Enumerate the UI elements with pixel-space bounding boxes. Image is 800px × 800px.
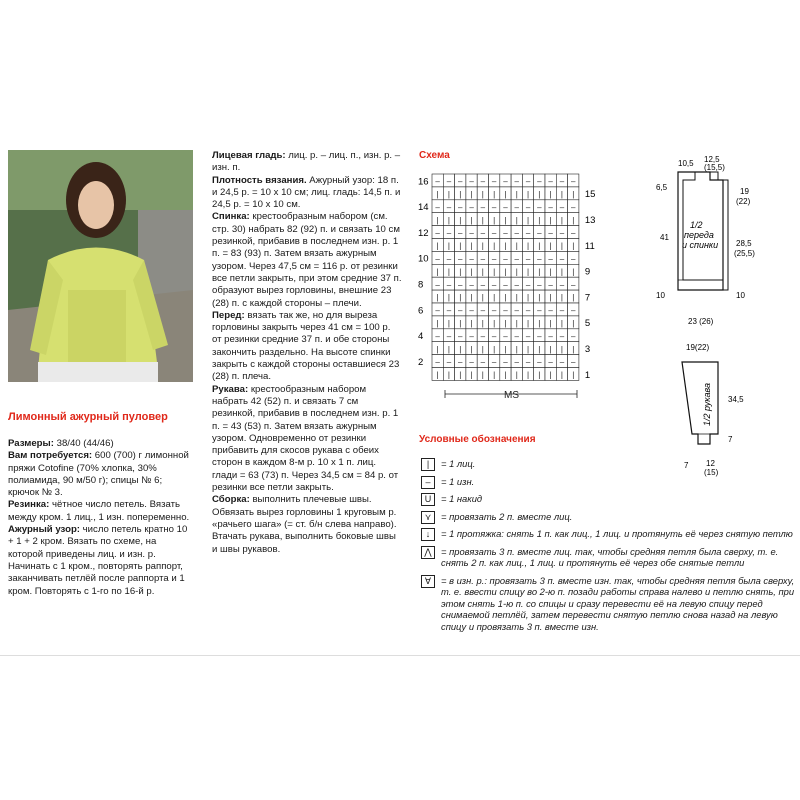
chart-cell-symbol: – — [469, 177, 474, 187]
chart-cell-symbol: | — [560, 293, 563, 303]
chart-cell-symbol: | — [527, 344, 530, 354]
chart-cell-symbol: – — [503, 280, 508, 290]
chart-cell-symbol: | — [549, 318, 552, 328]
chart-cell-symbol: | — [515, 293, 518, 303]
chart-cell-symbol: – — [491, 306, 497, 316]
chart-cell-symbol: – — [537, 357, 542, 367]
chart-cell-symbol: – — [514, 228, 519, 238]
chart-cell-symbol: – — [435, 280, 440, 290]
chart-cell-symbol: – — [525, 202, 531, 212]
sleeve-dim-top: 19(22) — [686, 343, 710, 352]
chart-cell-symbol: | — [470, 241, 473, 251]
chart-cell-symbol: – — [537, 306, 542, 316]
chart-cell-symbol: – — [571, 177, 576, 187]
chart-cell-symbol: | — [481, 215, 484, 225]
sleeve-dim-right-bottom: 7 — [728, 435, 733, 444]
chart-cell-symbol: – — [559, 177, 565, 187]
chart-cell-symbol: – — [571, 306, 576, 316]
chart-cell-symbol: | — [560, 370, 563, 380]
chart-cell-symbol: | — [436, 318, 439, 328]
chart-cell-symbol: | — [572, 215, 575, 225]
chart-cell-symbol: – — [435, 177, 440, 187]
chart-cell-symbol: – — [514, 177, 519, 187]
chart-cell-symbol: – — [559, 306, 565, 316]
chart-cell-symbol: – — [458, 280, 463, 290]
dim-left-side: 41 — [660, 233, 669, 242]
chart-cell-symbol: – — [435, 331, 440, 341]
chart-cell-symbol: | — [515, 241, 518, 251]
legend-symbol: ∀ — [421, 575, 435, 588]
chart-row-number: 5 — [584, 318, 591, 330]
chart-cell-symbol: – — [525, 331, 531, 341]
chart-cell-symbol: – — [525, 357, 531, 367]
paragraph-sleeves: Рукава: крестообразным набором набрать 42 (52) п. и связать 7 см резинкой, прибавив в последнем изн. р. 1 п. = 43 (53) п. Затем вязать ажурным узором. Одновременно от резинки прибавить для скосов рукава с обеих сторон в каждом 8-м р. 10 х 1 п. лиц. глади = 63 (73) п. Через 34,5 см = 84 р. от резинки все петли закрыть. — [212, 383, 399, 494]
chart-cell-symbol: – — [537, 202, 542, 212]
chart-row-number: 15 — [584, 189, 596, 201]
sleeve-dim-right: 34,5 — [728, 395, 744, 404]
paragraph-sizes: Размеры: 38/40 (44/46) — [8, 438, 114, 449]
chart-cell-symbol: – — [446, 280, 452, 290]
legend-item: ∀ = в изн. р.: провязать 3 п. вместе изн. так, чтобы средняя петля была сверху, т. е. ввести спицу во 2-ю п. позади работы справа налево и петлю снять, при этом снять 1-ю п. со спицы и сразу перевести её на левую спицу перед снимаемой петлёй, затем перевести снятую петлю снова назад на левую спицу и провязать 3 п. вместе изн. — [419, 575, 799, 633]
front-back-label-3: и спинки — [682, 240, 719, 250]
legend-symbol: U — [421, 493, 435, 506]
bottom-divider — [0, 655, 800, 656]
dim-right-top-1: 19 — [740, 187, 749, 196]
chart-cell-symbol: – — [525, 228, 531, 238]
knitting-chart — [416, 168, 606, 403]
chart-cell-symbol: | — [459, 344, 462, 354]
chart-cell-symbol: | — [447, 293, 450, 303]
chart-cell-symbol: – — [446, 254, 452, 264]
chart-cell-symbol: | — [470, 293, 473, 303]
chart-cell-symbol: – — [571, 331, 576, 341]
front-back-label-1: 1/2 — [690, 220, 703, 230]
chart-cell-symbol: | — [504, 267, 507, 277]
chart-cell-symbol: | — [481, 267, 484, 277]
dim-right-mid-2: (25,5) — [734, 249, 755, 258]
chart-cell-symbol: | — [504, 215, 507, 225]
chart-cell-symbol: | — [493, 293, 496, 303]
chart-cell-symbol: – — [458, 202, 463, 212]
chart-cell-symbol: | — [447, 267, 450, 277]
chart-cell-symbol: – — [435, 357, 440, 367]
chart-row-number: 7 — [584, 292, 591, 304]
chart-cell-symbol: – — [559, 228, 565, 238]
chart-cell-symbol: – — [548, 202, 553, 212]
chart-cell-symbol: | — [549, 189, 552, 199]
chart-cell-symbol: | — [493, 370, 496, 380]
chart-left-row-numbers — [418, 176, 429, 368]
chart-cell-symbol: – — [458, 331, 463, 341]
chart-cell-symbol: – — [503, 357, 508, 367]
chart-cell-symbol: – — [514, 280, 519, 290]
chart-cell-symbol: – — [559, 280, 565, 290]
chart-row-number: 13 — [584, 215, 596, 227]
chart-cell-symbol: | — [560, 318, 563, 328]
chart-cell-symbol: – — [435, 228, 440, 238]
sleeve-dim-bottom-2: (15) — [704, 468, 719, 477]
chart-row-number: 12 — [418, 227, 429, 239]
model-photo — [8, 150, 193, 382]
chart-cell-symbol: – — [458, 357, 463, 367]
chart-cell-symbol: | — [436, 215, 439, 225]
chart-cell-symbol: – — [514, 202, 519, 212]
chart-cell-symbol: – — [491, 228, 497, 238]
chart-cell-symbol: – — [480, 228, 486, 238]
chart-row-number: 4 — [418, 331, 424, 343]
chart-cell-symbol: | — [572, 189, 575, 199]
chart-cell-symbol: | — [459, 370, 462, 380]
chart-cell-symbol: | — [549, 370, 552, 380]
legend-symbol: | — [421, 458, 435, 471]
dim-top-left: 10,5 — [678, 159, 694, 168]
chart-cell-symbol: – — [503, 228, 508, 238]
chart-cell-symbol: – — [435, 202, 440, 212]
legend — [419, 458, 799, 638]
chart-cell-symbol: | — [538, 370, 541, 380]
chart-cell-symbol: – — [571, 228, 576, 238]
sleeve-dim-left-bottom: 7 — [684, 461, 689, 470]
chart-cell-symbol: | — [538, 189, 541, 199]
chart-cell-symbol: – — [469, 202, 474, 212]
chart-cell-symbol: | — [527, 215, 530, 225]
dim-right-top-2: (22) — [736, 197, 751, 206]
chart-cell-symbol: | — [470, 318, 473, 328]
chart-cell-symbol: – — [480, 306, 486, 316]
chart-cell-symbol: – — [446, 357, 452, 367]
chart-cell-symbol: | — [481, 241, 484, 251]
chart-cell-symbol: | — [549, 267, 552, 277]
chart-cell-symbol: | — [504, 293, 507, 303]
chart-cell-symbol: | — [436, 241, 439, 251]
chart-grid — [432, 174, 579, 380]
chart-row-number: 2 — [418, 356, 424, 368]
chart-cell-symbol: – — [537, 228, 542, 238]
chart-cell-symbol: – — [503, 254, 508, 264]
chart-cell-symbol: – — [480, 357, 486, 367]
chart-row-number: 8 — [418, 279, 424, 291]
chart-cell-symbol: | — [436, 267, 439, 277]
chart-cell-symbol: | — [481, 293, 484, 303]
chart-cell-symbol: | — [538, 241, 541, 251]
chart-cell-symbol: – — [559, 202, 565, 212]
chart-cell-symbol: – — [548, 357, 553, 367]
chart-cell-symbol: | — [572, 241, 575, 251]
chart-cell-symbol: | — [572, 344, 575, 354]
legend-symbol: – — [421, 476, 435, 489]
chart-cell-symbol: | — [459, 293, 462, 303]
chart-cell-symbol: – — [446, 202, 452, 212]
pattern-sleeve — [670, 338, 790, 478]
chart-cell-symbol: – — [480, 202, 486, 212]
chart-cell-symbol: – — [469, 228, 474, 238]
chart-cell-symbol: – — [458, 228, 463, 238]
chart-cell-symbol: – — [491, 177, 497, 187]
chart-cell-symbol: | — [493, 267, 496, 277]
chart-cell-symbol: – — [514, 306, 519, 316]
chart-cell-symbol: – — [458, 177, 463, 187]
chart-cell-symbol: | — [459, 189, 462, 199]
chart-cell-symbol: | — [538, 293, 541, 303]
chart-cell-symbol: | — [493, 318, 496, 328]
chart-row-number: 16 — [418, 176, 429, 188]
chart-cell-symbol: | — [515, 370, 518, 380]
chart-cell-symbol: | — [538, 318, 541, 328]
dim-right-mid-1: 28,5 — [736, 239, 752, 248]
chart-cell-symbol: | — [527, 189, 530, 199]
chart-row-number: 9 — [584, 266, 591, 278]
chart-cell-symbol: | — [504, 189, 507, 199]
chart-cell-symbol: – — [548, 306, 553, 316]
text-column-2 — [212, 150, 402, 556]
chart-cell-symbol: | — [470, 267, 473, 277]
chart-cell-symbol: | — [515, 318, 518, 328]
chart-cell-symbol: – — [548, 228, 553, 238]
chart-cell-symbol: | — [560, 344, 563, 354]
chart-cell-symbol: | — [459, 267, 462, 277]
chart-right-row-numbers — [585, 189, 596, 381]
chart-cell-symbol: | — [560, 241, 563, 251]
chart-cell-symbol: | — [527, 241, 530, 251]
chart-cell-symbol: – — [525, 177, 531, 187]
chart-cell-symbol: | — [515, 267, 518, 277]
chart-row-number: 11 — [584, 240, 595, 252]
chart-cell-symbol: | — [481, 344, 484, 354]
chart-cell-symbol: | — [493, 189, 496, 199]
chart-cell-symbol: – — [435, 306, 440, 316]
chart-cell-symbol: – — [491, 331, 497, 341]
chart-cell-symbol: | — [504, 370, 507, 380]
chart-row-number: 14 — [418, 202, 429, 214]
chart-cell-symbol: | — [459, 241, 462, 251]
schema-title: Схема — [419, 150, 450, 161]
chart-cell-symbol: | — [493, 241, 496, 251]
chart-cell-symbol: – — [469, 331, 474, 341]
chart-cell-symbol: | — [538, 344, 541, 354]
chart-cell-symbol: | — [515, 215, 518, 225]
dim-left-bottom: 10 — [656, 291, 665, 300]
chart-cell-symbol: – — [525, 280, 531, 290]
chart-cell-symbol: – — [571, 357, 576, 367]
dim-bottom-width: 23 (26) — [688, 317, 714, 326]
chart-cell-symbol: | — [549, 344, 552, 354]
chart-cell-symbol: | — [470, 189, 473, 199]
chart-cell-symbol: – — [469, 254, 474, 264]
legend-item: ⋀ = провязать 3 п. вместе лиц. так, чтобы средняя петля была сверху, т. е. снять 2 п. как лиц., 1 лиц. и протянуть её через обе снятые петли — [419, 546, 799, 569]
chart-cell-symbol: – — [571, 280, 576, 290]
dim-top-right-1: 12,5 — [704, 155, 720, 164]
chart-cell-symbol: | — [436, 344, 439, 354]
chart-cell-symbol: | — [504, 241, 507, 251]
dim-right-bottom: 10 — [736, 291, 745, 300]
chart-cell-symbol: | — [436, 293, 439, 303]
chart-cell-symbol: | — [572, 293, 575, 303]
chart-cell-symbol: | — [572, 318, 575, 328]
chart-cell-symbol: – — [537, 177, 542, 187]
chart-cell-symbol: – — [525, 254, 531, 264]
chart-cell-symbol: | — [459, 215, 462, 225]
sleeve-shape — [682, 362, 718, 444]
paragraph-assembly: Сборка: выполнить плечевые швы. Обвязать вырез горловины 1 круговым р. «рачьего шага» (= ст. б/н слева направо). Втачать рукава, выполнить боковые швы и швы рукавов. — [212, 494, 397, 555]
chart-cell-symbol: | — [549, 241, 552, 251]
chart-cell-symbol: | — [470, 344, 473, 354]
chart-cell-symbol: | — [436, 189, 439, 199]
chart-cell-symbol: – — [525, 306, 531, 316]
chart-cell-symbol: – — [559, 357, 565, 367]
chart-cell-symbol: | — [447, 318, 450, 328]
chart-cell-symbol: | — [560, 267, 563, 277]
chart-row-number: 1 — [584, 369, 591, 381]
chart-row-number: 6 — [418, 305, 424, 317]
legend-item: | = 1 лиц. — [419, 458, 799, 470]
chart-cell-symbol: – — [514, 254, 519, 264]
article-title: Лимонный ажурный пуловер — [8, 411, 168, 423]
chart-cell-symbol: – — [435, 254, 440, 264]
legend-item: U = 1 накид — [419, 493, 799, 505]
chart-cell-symbol: – — [548, 254, 553, 264]
chart-cell-symbol: | — [515, 344, 518, 354]
model-illustration — [8, 150, 193, 382]
chart-cell-symbol: – — [548, 177, 553, 187]
chart-cell-symbol: | — [515, 189, 518, 199]
legend-symbol: ↓ — [421, 528, 435, 541]
chart-cell-symbol: | — [527, 370, 530, 380]
chart-cell-symbol: | — [538, 215, 541, 225]
chart-cell-symbol: – — [446, 228, 452, 238]
dim-neck-depth: 6,5 — [656, 183, 668, 192]
chart-cell-symbol: – — [503, 306, 508, 316]
chart-cell-symbol: – — [469, 357, 474, 367]
legend-symbol: ⋎ — [421, 511, 435, 524]
chart-cell-symbol: | — [447, 215, 450, 225]
chart-cell-symbol: – — [503, 331, 508, 341]
chart-cell-symbol: | — [572, 267, 575, 277]
sleeve-dim-bottom-1: 12 — [706, 459, 715, 468]
paragraph-stockinette: Лицевая гладь: лиц. р. – лиц. п., изн. р. – изн. п. — [212, 150, 401, 174]
chart-cell-symbol: – — [548, 331, 553, 341]
chart-cell-symbol: – — [480, 331, 486, 341]
chart-cell-symbol: | — [560, 189, 563, 199]
legend-symbol: ⋀ — [421, 546, 435, 559]
chart-cell-symbol: | — [493, 215, 496, 225]
chart-row-number: 3 — [584, 344, 591, 356]
chart-cell-symbol: – — [469, 306, 474, 316]
front-back-label-2: переда — [684, 230, 714, 240]
chart-cell-symbol: | — [481, 370, 484, 380]
chart-cell-symbol: – — [491, 280, 497, 290]
chart-row-number: 10 — [418, 253, 429, 265]
sleeve-label: 1/2 рукава — [702, 383, 712, 426]
chart-cell-symbol: – — [491, 357, 497, 367]
chart-cell-symbol: | — [527, 293, 530, 303]
chart-cell-symbol: | — [436, 370, 439, 380]
chart-cell-symbol: – — [571, 202, 576, 212]
chart-cell-symbol: – — [514, 331, 519, 341]
paragraph-materials: Вам потребуется: 600 (700) г лимонной пряжи Cotofine (70% хлопка, 30% полиамида, 90 м/50 г); спицы № 6; крючок № 3. — [8, 450, 189, 499]
chart-cell-symbol: | — [527, 318, 530, 328]
chart-cell-symbol: – — [491, 254, 497, 264]
chart-cell-symbol: – — [480, 280, 486, 290]
chart-cell-symbol: | — [493, 344, 496, 354]
chart-cell-symbol: | — [504, 318, 507, 328]
chart-cell-symbol: | — [560, 215, 563, 225]
chart-cell-symbol: – — [537, 331, 542, 341]
chart-cell-symbol: – — [503, 177, 508, 187]
paragraph-lace-pattern: Ажурный узор: число петель кратно 10 + 1 + 2 кром. Вязать по схеме, на которой приведены лиц. и изн. р. Начинать с 1 кром., повторять раппорт, заканчивать петлёй после раппорта и 1 кром. Повторять с 1-го по 16-й р. — [8, 524, 188, 597]
chart-cell-symbol: | — [527, 267, 530, 277]
paragraph-back: Спинка: крестообразным набором (см. стр. 30) набрать 82 (92) п. и связать 10 см резинкой, прибавив в последнем изн. р. 1 п. = 83 (93) п. Затем вязать ажурным узором. Через 47,5 см = 116 р. от резинки все петли закрыть, при этом средние 37 п. образуют вырез горловины, внешние 23 (28) п. с каждой стороны – плечи. — [212, 211, 402, 309]
chart-cell-symbol: | — [447, 189, 450, 199]
legend-item: – = 1 изн. — [419, 476, 799, 488]
chart-cell-symbol: | — [538, 267, 541, 277]
chart-cell-symbol: | — [459, 318, 462, 328]
chart-cell-symbol: – — [458, 254, 463, 264]
dim-top-right-2: (15,5) — [704, 163, 725, 172]
ms-label: MS — [504, 390, 519, 401]
legend-item: ⋎ = провязать 2 п. вместе лиц. — [419, 511, 799, 523]
chart-cell-symbol: – — [446, 306, 452, 316]
chart-cell-symbol: – — [469, 280, 474, 290]
text-column-1 — [8, 438, 194, 598]
chart-cell-symbol: | — [549, 215, 552, 225]
paragraph-rib: Резинка: чётное число петель. Вязать между кром. 1 лиц., 1 изн. попеременно. — [8, 499, 190, 523]
chart-cell-symbol: | — [447, 344, 450, 354]
chart-cell-symbol: – — [514, 357, 519, 367]
chart-cell-symbol: – — [571, 254, 576, 264]
chart-cell-symbol: – — [480, 254, 486, 264]
paragraph-front: Перед: вязать так же, но для выреза горловины закрыть через 41 см = 100 р. от резинки средние 37 п. и обе стороны закончить раздельно. На высоте спинки закрыть с каждой стороны оставшиеся 23 (28) п. плеча. — [212, 309, 400, 383]
chart-cell-symbol: – — [537, 254, 542, 264]
legend-item: ↓ = 1 протяжка: снять 1 п. как лиц., 1 лиц. и протянуть её через снятую петлю — [419, 528, 799, 540]
chart-cell-symbol: – — [458, 306, 463, 316]
chart-cell-symbol: | — [470, 215, 473, 225]
chart-cell-symbol: – — [537, 280, 542, 290]
chart-cell-symbol: – — [503, 202, 508, 212]
chart-cell-symbol: – — [491, 202, 497, 212]
chart-cell-symbol: | — [447, 241, 450, 251]
chart-cell-symbol: – — [446, 331, 452, 341]
chart-cell-symbol: – — [559, 254, 565, 264]
chart-cell-symbol: | — [572, 370, 575, 380]
chart-cell-symbol: – — [548, 280, 553, 290]
chart-cell-symbol: – — [480, 177, 486, 187]
chart-cell-symbol: | — [504, 344, 507, 354]
chart-cell-symbol: | — [549, 293, 552, 303]
paragraph-gauge: Плотность вязания. Ажурный узор: 18 п. и 24,5 р. = 10 х 10 см; лиц. гладь: 14,5 п. и 24,5 р. = 10 х 10 см. — [212, 174, 401, 211]
chart-cell-symbol: – — [446, 177, 452, 187]
chart-cell-symbol: – — [559, 331, 565, 341]
chart-cell-symbol: | — [481, 189, 484, 199]
pattern-front-back — [648, 150, 798, 330]
legend-title: Условные обозначения — [419, 434, 536, 445]
chart-cell-symbol: | — [481, 318, 484, 328]
chart-cell-symbol: | — [470, 370, 473, 380]
chart-cell-symbol: | — [447, 370, 450, 380]
